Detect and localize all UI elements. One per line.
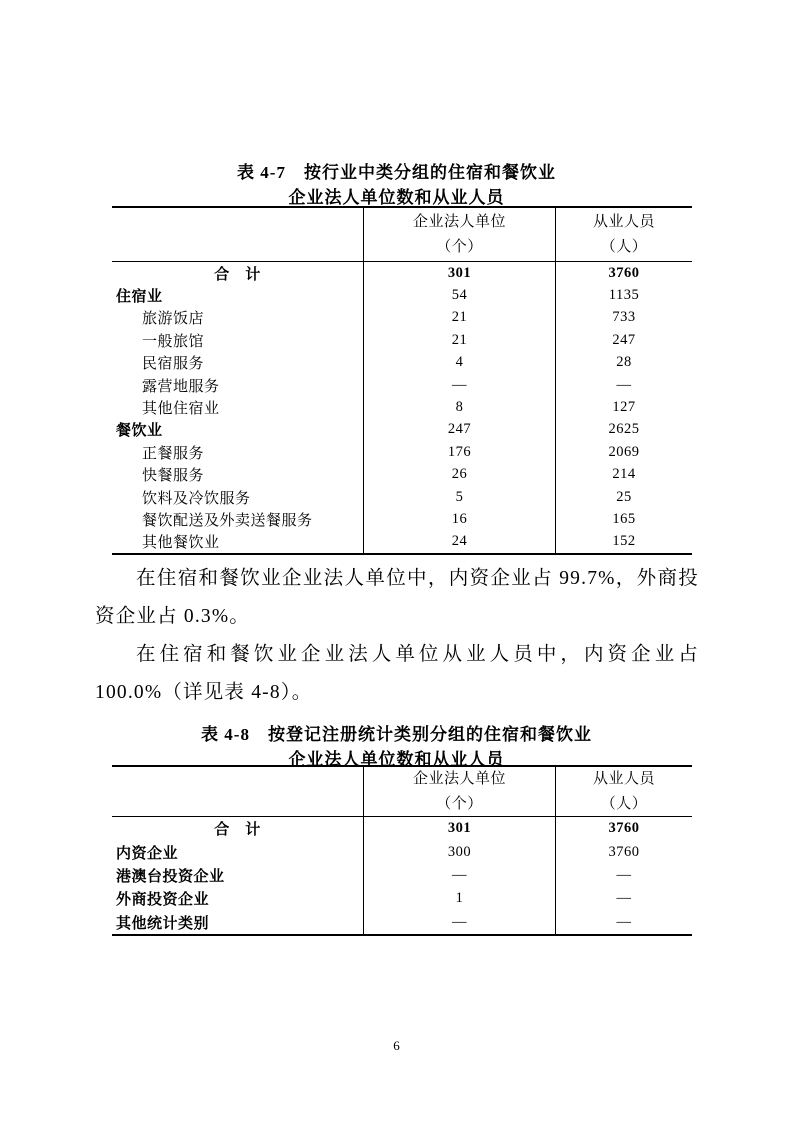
table-row — [112, 508, 692, 530]
table-row — [112, 329, 692, 351]
table-4-7-title — [0, 160, 793, 210]
row-label: 一般旅馆 — [142, 333, 205, 350]
page-number: 6 — [393, 1038, 400, 1053]
table-4-7-header-stub — [112, 208, 363, 261]
row-label: 露营地服务 — [142, 378, 220, 395]
units-value: — — [363, 374, 555, 396]
persons-value: 733 — [555, 307, 692, 329]
units-value: 5 — [363, 486, 555, 508]
persons-value: 127 — [555, 396, 692, 418]
row-label: 住宿业 — [116, 288, 163, 306]
row-label: 外商投资企业 — [116, 891, 210, 909]
table-4-8-header-units — [363, 767, 555, 817]
table-4-7-body — [112, 262, 692, 553]
persons-value: 3760 — [555, 840, 692, 863]
row-label: 合 计 — [214, 821, 261, 839]
table-4-7 — [112, 206, 692, 555]
units-value: 301 — [363, 262, 555, 284]
persons-value: — — [555, 864, 692, 887]
units-value: 54 — [363, 284, 555, 306]
table-4-8-body — [112, 817, 692, 934]
units-value: 300 — [363, 840, 555, 863]
table-4-7-title-line2: 企业法人单位数和从业人员 — [288, 188, 505, 207]
row-label: 内资企业 — [116, 844, 179, 862]
table-row — [112, 887, 692, 910]
table-row — [112, 262, 692, 284]
persons-value: 25 — [555, 486, 692, 508]
row-label: 饮料及冷饮服务 — [142, 490, 251, 507]
units-value: 301 — [363, 817, 555, 840]
table-row — [112, 817, 692, 840]
paragraph-2: 在住宿和餐饮业企业法人单位从业人员中，内资企业占 100.0%（详见表 4-8）。 — [95, 644, 699, 703]
persons-value: 214 — [555, 464, 692, 486]
table-row — [112, 531, 692, 553]
units-value: — — [363, 864, 555, 887]
header-units-line2: （个） — [436, 796, 483, 812]
table-row — [112, 911, 692, 934]
table-4-8-header-row — [112, 767, 692, 817]
persons-value: 152 — [555, 531, 692, 553]
table-row — [112, 374, 692, 396]
persons-value: — — [555, 887, 692, 910]
table-4-7-title-line1: 表 4-7 按行业中类分组的住宿和餐饮业 — [237, 163, 556, 182]
table-row — [112, 284, 692, 306]
persons-value: 2069 — [555, 441, 692, 463]
table-row — [112, 464, 692, 486]
row-label: 旅游饭店 — [142, 311, 205, 328]
persons-value: 165 — [555, 508, 692, 530]
table-row — [112, 307, 692, 329]
persons-value: — — [555, 374, 692, 396]
table-4-8-title-line1: 表 4-8 按登记注册统计类别分组的住宿和餐饮业 — [201, 725, 592, 744]
persons-value: 3760 — [555, 817, 692, 840]
header-persons-line2: （人） — [600, 796, 648, 812]
paragraph-1: 在住宿和餐饮业企业法人单位中，内资企业占 99.7%，外商投资企业占 0.3%。 — [95, 568, 699, 627]
persons-value: 3760 — [555, 262, 692, 284]
table-row — [112, 864, 692, 887]
header-units-line1: 企业法人单位 — [412, 771, 506, 787]
units-value: 21 — [363, 307, 555, 329]
row-label: 餐饮业 — [116, 422, 163, 440]
row-label: 餐饮配送及外卖送餐服务 — [142, 512, 313, 529]
units-value: 8 — [363, 396, 555, 418]
units-value: 26 — [363, 464, 555, 486]
units-value: 247 — [363, 419, 555, 441]
header-persons-line2: （人） — [600, 238, 648, 255]
units-value: — — [363, 911, 555, 934]
row-label: 合 计 — [214, 265, 261, 283]
row-label: 其他统计类别 — [116, 914, 210, 932]
row-label: 港澳台投资企业 — [116, 867, 225, 885]
body-text — [95, 560, 699, 712]
persons-value: 28 — [555, 352, 692, 374]
header-units-line1: 企业法人单位 — [412, 213, 506, 230]
units-value: 24 — [363, 531, 555, 553]
row-label: 正餐服务 — [142, 445, 205, 462]
row-label: 其他餐饮业 — [142, 535, 220, 552]
table-4-7-header-persons — [555, 208, 692, 261]
table-4-8 — [112, 765, 692, 936]
persons-value: 1135 — [555, 284, 692, 306]
table-row — [112, 840, 692, 863]
header-persons-line1: 从业人员 — [592, 771, 655, 787]
table-row — [112, 396, 692, 418]
units-value: 4 — [363, 352, 555, 374]
table-4-8-header-stub — [112, 767, 363, 817]
units-value: 21 — [363, 329, 555, 351]
table-row — [112, 486, 692, 508]
table-4-7-header-units — [363, 208, 555, 261]
persons-value: 247 — [555, 329, 692, 351]
row-label: 民宿服务 — [142, 356, 205, 373]
units-value: 1 — [363, 887, 555, 910]
table-4-7-header-row — [112, 208, 692, 262]
table-row — [112, 441, 692, 463]
units-value: 16 — [363, 508, 555, 530]
header-persons-line1: 从业人员 — [592, 213, 655, 230]
header-units-line2: （个） — [436, 238, 483, 255]
row-label: 快餐服务 — [142, 468, 205, 485]
row-label: 其他住宿业 — [142, 401, 220, 418]
table-4-8-title-line2: 企业法人单位数和从业人员 — [288, 750, 505, 769]
persons-value: — — [555, 911, 692, 934]
units-value: 176 — [363, 441, 555, 463]
table-4-8-header-persons — [555, 767, 692, 817]
persons-value: 2625 — [555, 419, 692, 441]
table-row — [112, 419, 692, 441]
table-row — [112, 352, 692, 374]
